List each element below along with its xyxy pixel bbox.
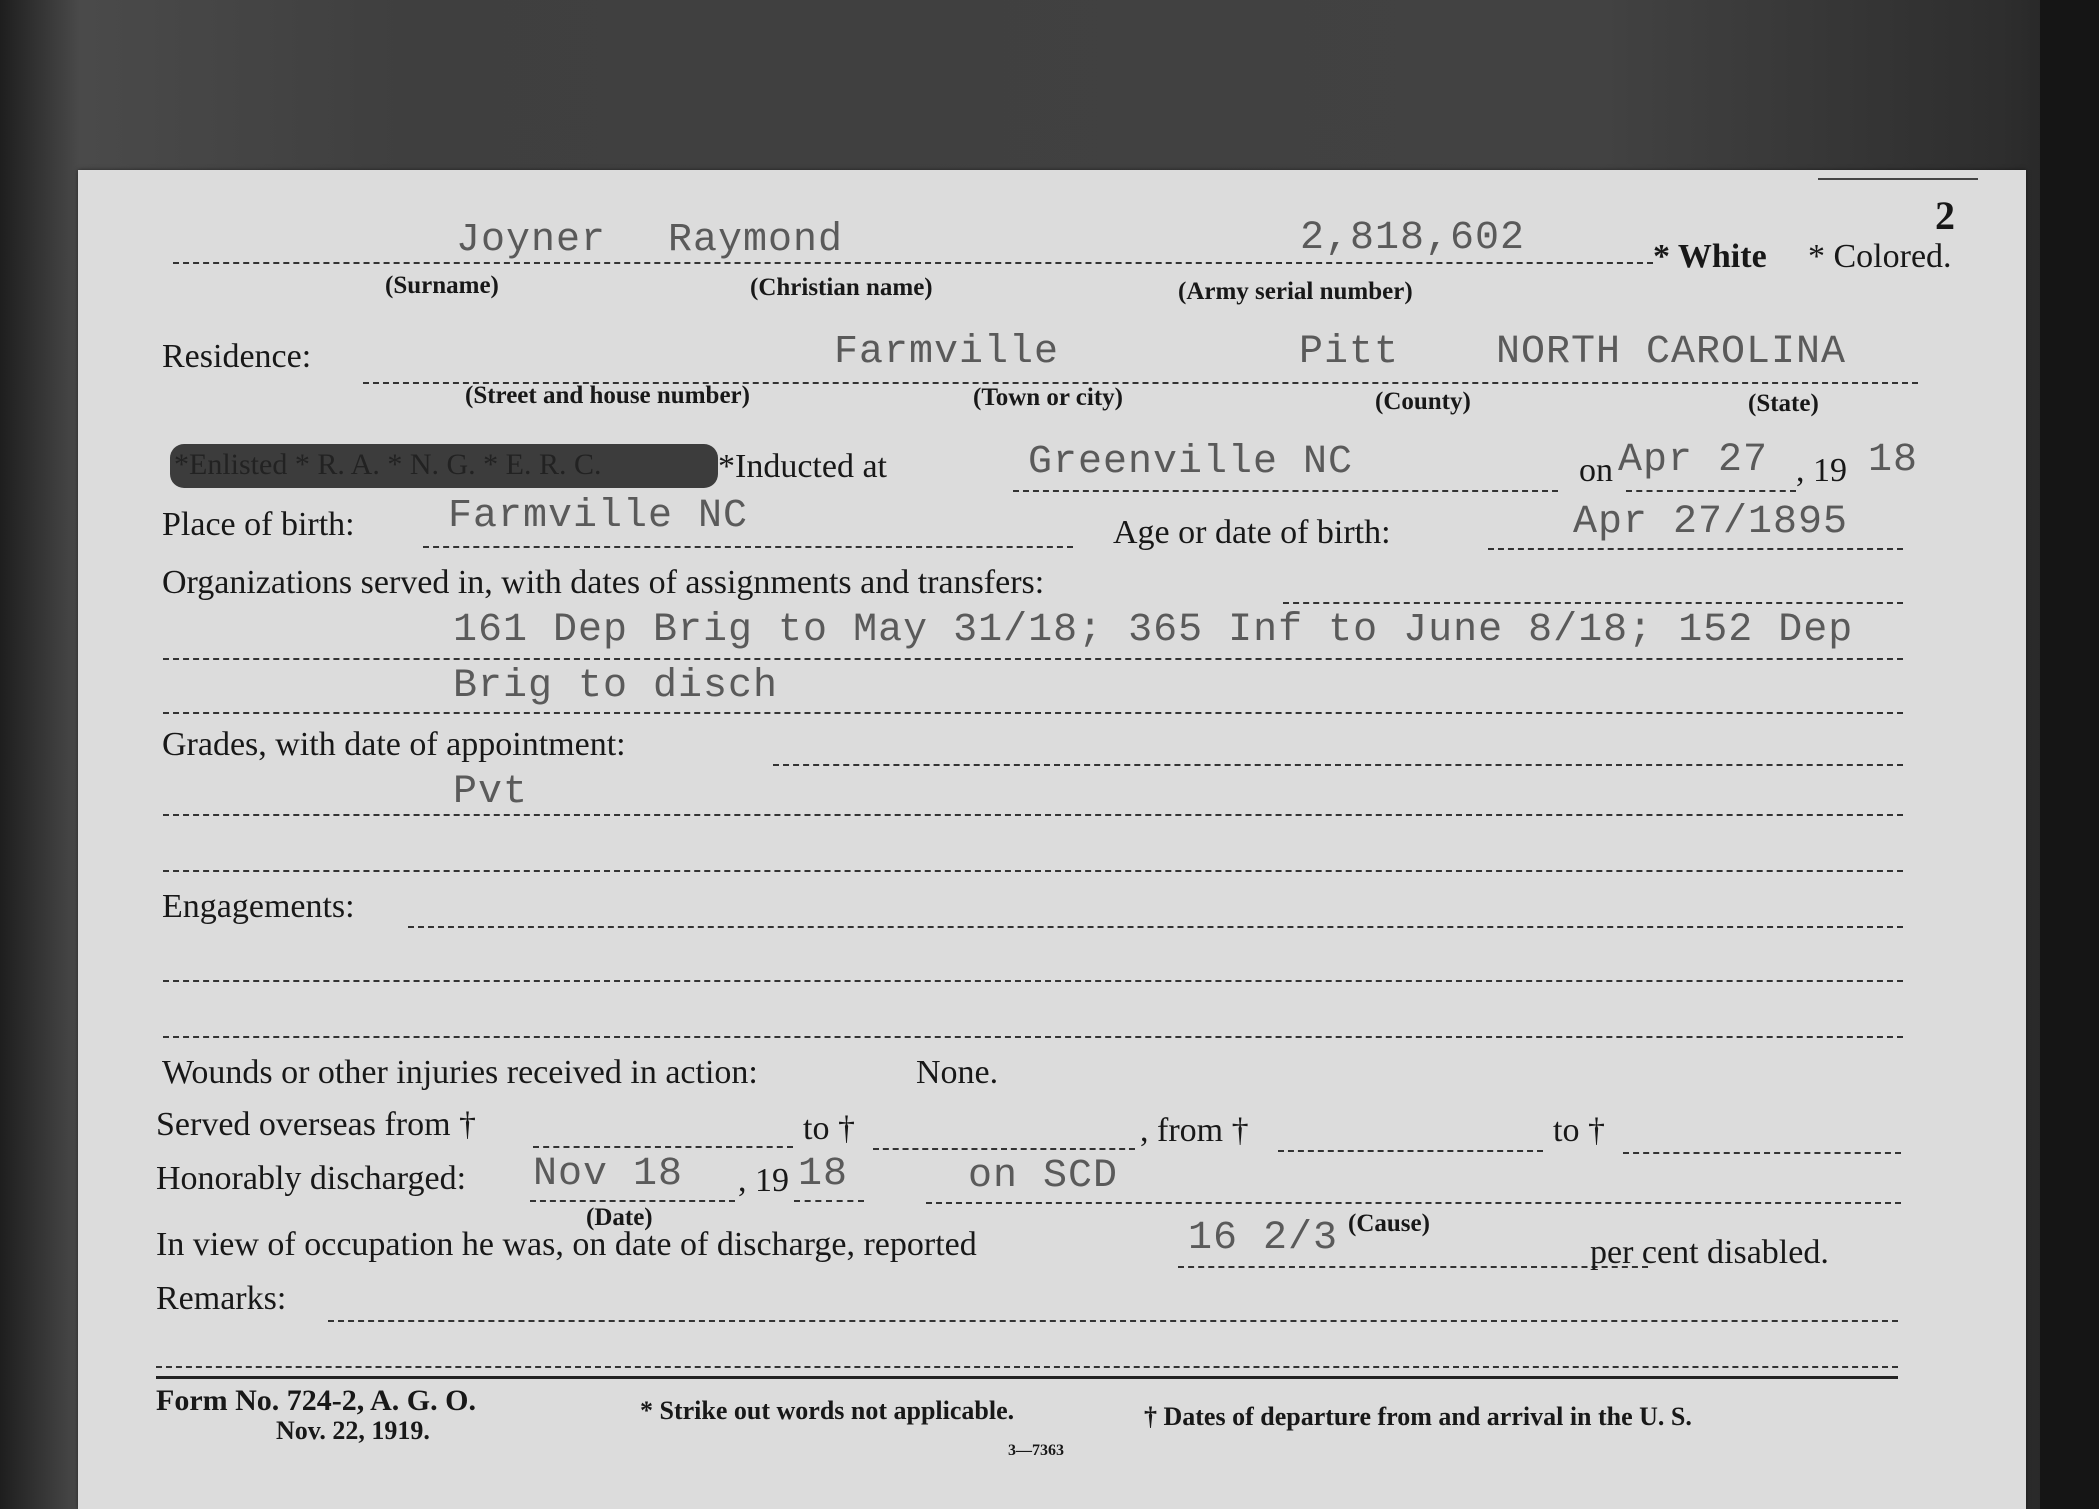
disability-line xyxy=(1178,1266,1648,1268)
christian-name-caption: (Christian name) xyxy=(750,274,933,301)
wounds-value: None. xyxy=(916,1054,999,1091)
inducted-date-line xyxy=(1626,490,1796,492)
engagements-line-2 xyxy=(163,1036,1903,1038)
town-value: Farmville xyxy=(834,330,1060,375)
inducted-at-line xyxy=(1013,490,1558,492)
overseas-to-2-line xyxy=(1623,1152,1901,1154)
organizations-value-line-1: 161 Dep Brig to May 31/18; 365 Inf to June 8/18; 152 Dep xyxy=(453,608,1854,653)
overseas-from-2-label: , from † xyxy=(1140,1112,1249,1149)
form-date: Nov. 22, 1919. xyxy=(276,1416,430,1445)
cause-caption: (Cause) xyxy=(1348,1210,1430,1237)
on-label: on xyxy=(1579,452,1613,489)
grades-line-0 xyxy=(773,764,1903,766)
dates-note: † Dates of departure from and arrival in the U. S. xyxy=(1144,1402,1692,1431)
inducted-at-label: *Inducted at xyxy=(718,448,887,485)
street-caption: (Street and house number) xyxy=(465,382,750,409)
discharge-year-line xyxy=(794,1200,864,1202)
residence-label: Residence: xyxy=(162,338,312,375)
footer-rule xyxy=(156,1376,1898,1379)
overseas-from-2-line xyxy=(1278,1150,1543,1152)
date-caption: (Date) xyxy=(586,1204,653,1231)
state-caption: (State) xyxy=(1748,390,1819,417)
organizations-line-0 xyxy=(1283,602,1903,604)
discharged-label: Honorably discharged: xyxy=(156,1160,467,1197)
discharge-cause-value: on SCD xyxy=(968,1154,1119,1199)
disability-value: 16 2/3 xyxy=(1188,1216,1339,1261)
serial-caption: (Army serial number) xyxy=(1178,278,1413,305)
age-label: Age or date of birth: xyxy=(1113,514,1391,551)
surname-caption: (Surname) xyxy=(385,272,499,299)
strike-out-note: * Strike out words not applicable. xyxy=(640,1396,1015,1425)
enlistment-options: *Enlisted * R. A. * N. G. * E. R. C. xyxy=(174,448,602,481)
inducted-century: , 19 xyxy=(1796,452,1847,489)
organizations-line-2 xyxy=(163,712,1903,714)
overseas-from-1-line xyxy=(533,1146,793,1148)
grades-label: Grades, with date of appointment: xyxy=(162,726,626,763)
grades-line-2 xyxy=(163,870,1903,872)
top-rule xyxy=(1818,178,1978,180)
grades-line-1 xyxy=(163,814,1903,816)
disability-suffix: per cent disabled. xyxy=(1590,1234,1829,1271)
discharge-year-value: 18 xyxy=(798,1152,849,1197)
birth-date-value: Apr 27/1895 xyxy=(1573,500,1849,545)
age-line xyxy=(1488,548,1903,550)
service-card xyxy=(78,170,2026,1509)
place-of-birth-value: Farmville NC xyxy=(448,494,749,539)
organizations-line-1 xyxy=(163,658,1903,660)
county-caption: (County) xyxy=(1375,388,1471,415)
place-of-birth-line xyxy=(423,546,1073,548)
print-code: 3—7363 xyxy=(1008,1442,1064,1459)
form-number: Form No. 724-2, A. G. O. xyxy=(156,1384,476,1417)
engagements-line-0 xyxy=(408,926,1903,928)
overseas-to-1-label: to † xyxy=(803,1110,855,1147)
overseas-to-1-line xyxy=(873,1148,1135,1150)
engagements-label: Engagements: xyxy=(162,888,355,925)
organizations-label: Organizations served in, with dates of assignments and transfers: xyxy=(162,564,1045,601)
state-value: NORTH CAROLINA xyxy=(1496,330,1847,375)
discharge-date-line xyxy=(530,1200,735,1202)
overseas-to-2-label: to † xyxy=(1553,1112,1605,1149)
town-caption: (Town or city) xyxy=(973,384,1123,411)
name-line xyxy=(173,262,1653,264)
inducted-year-value: 18 xyxy=(1868,438,1919,483)
serial-number-value: 2,818,602 xyxy=(1300,216,1526,261)
grade-value: Pvt xyxy=(453,770,529,815)
discharge-cause-line xyxy=(926,1202,1901,1204)
engagements-line-1 xyxy=(163,980,1903,982)
card-number: 2 xyxy=(1935,193,1955,238)
county-value: Pitt xyxy=(1299,330,1400,375)
wounds-label: Wounds or other injuries received in action: xyxy=(162,1054,758,1091)
disability-label: In view of occupation he was, on date of discharge, reported xyxy=(156,1226,977,1263)
discharge-century: , 19 xyxy=(738,1162,789,1199)
christian-name-value: Raymond xyxy=(668,218,844,263)
overseas-label: Served overseas from † xyxy=(156,1106,477,1143)
discharge-date-value: Nov 18 xyxy=(533,1152,684,1197)
race-colored-option: * Colored. xyxy=(1808,238,1952,275)
scan-edge xyxy=(2040,0,2099,1509)
race-white-option: * White xyxy=(1653,238,1767,275)
surname-value: Joyner xyxy=(456,218,607,263)
remarks-line-0 xyxy=(328,1320,1898,1322)
inducted-date-value: Apr 27 xyxy=(1618,438,1769,483)
remarks-label: Remarks: xyxy=(156,1280,287,1317)
inducted-place-value: Greenville NC xyxy=(1028,440,1354,485)
place-of-birth-label: Place of birth: xyxy=(162,506,355,543)
remarks-line-1 xyxy=(156,1366,1898,1368)
organizations-value-line-2: Brig to disch xyxy=(453,664,779,709)
